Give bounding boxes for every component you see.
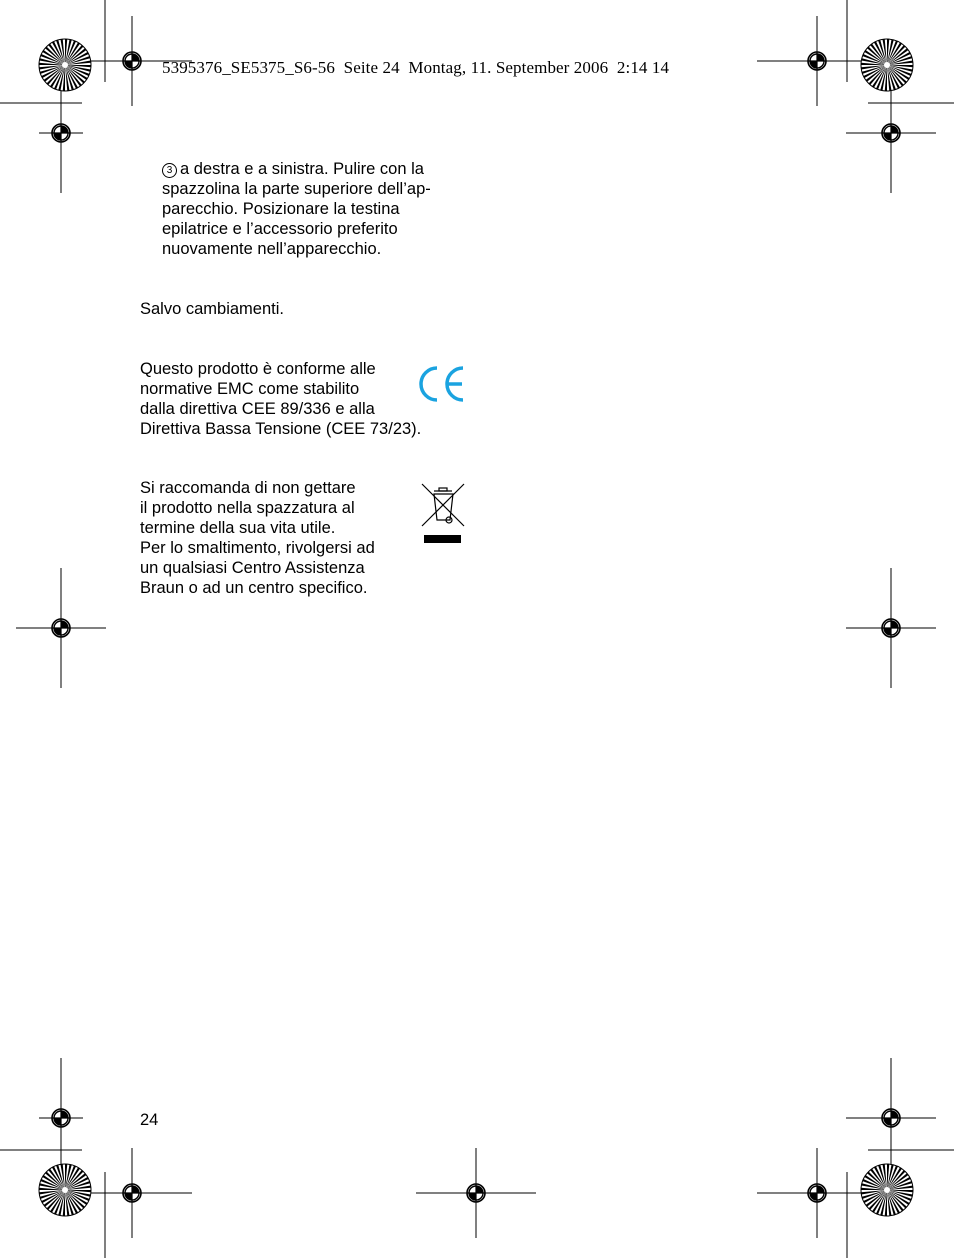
disposal-line: Braun o ad un centro specifico. <box>140 579 368 597</box>
disposal-text <box>140 478 375 598</box>
registration-mark <box>39 1058 83 1178</box>
crossed-bin-icon <box>420 482 466 546</box>
registration-mark <box>846 568 936 688</box>
step-line: epilatrice e l’accessorio preferito <box>162 220 398 238</box>
registration-mark <box>757 16 877 106</box>
starburst-target <box>861 1164 913 1216</box>
step-number-badge: 3 <box>162 163 177 178</box>
registration-mark <box>846 1058 936 1178</box>
registration-mark <box>16 568 106 688</box>
ce-line: dalla direttiva CEE 89/336 e alla <box>140 400 375 418</box>
ce-conformity-text <box>140 359 421 439</box>
ce-line: Direttiva Bassa Tensione (CEE 73/23). <box>140 420 422 438</box>
starburst-target <box>861 39 913 91</box>
disposal-line: termine della sua vita utile. <box>140 519 336 537</box>
step-line: nuovamente nell’apparecchio. <box>162 240 382 258</box>
disposal-line: un qualsiasi Centro Assistenza <box>140 559 365 577</box>
step-line: parecchio. Posizionare la testina <box>162 200 400 218</box>
ce-line: normative EMC come stabilito <box>140 380 360 398</box>
ce-mark-icon <box>418 364 466 404</box>
step-paragraph <box>162 159 431 259</box>
ce-line: Questo prodotto è conforme alle <box>140 360 376 378</box>
starburst-target <box>39 39 91 91</box>
step-line-1: 3 a destra e a sinistra. Pulire con la <box>162 159 431 179</box>
disposal-line: Per lo smaltimento, rivolgersi ad <box>140 539 375 557</box>
print-slug-header: 5395376_SE5375_S6-56 Seite 24 Montag, 11. September 2006 2:14 14 <box>162 58 670 77</box>
page-number: 24 <box>140 1111 159 1129</box>
starburst-target <box>39 1164 91 1216</box>
registration-mark <box>757 1148 877 1238</box>
disposal-line: il prodotto nella spazzatura al <box>140 499 355 517</box>
disposal-line: Si raccomanda di non gettare <box>140 479 356 497</box>
change-notice: Salvo cambiamenti. <box>140 300 284 318</box>
registration-mark <box>416 1148 536 1238</box>
step-line: spazzolina la parte superiore dell’ap- <box>162 180 431 198</box>
